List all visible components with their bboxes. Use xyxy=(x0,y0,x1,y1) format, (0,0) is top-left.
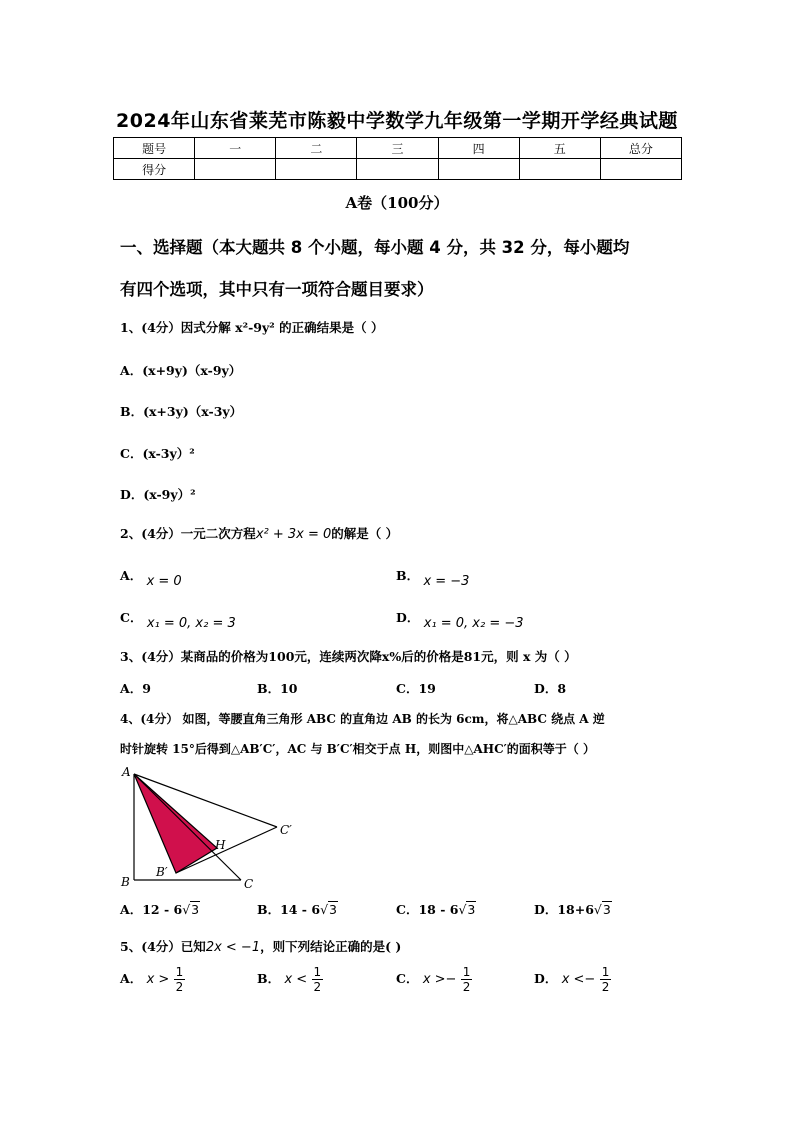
option-lhs: x > xyxy=(422,972,446,987)
fraction-numerator: 1 xyxy=(462,965,471,979)
option-expr: x = −3 xyxy=(423,574,470,589)
option-label: D． xyxy=(396,610,420,625)
fraction-numerator: 1 xyxy=(601,965,610,979)
option-label: A． xyxy=(120,568,143,583)
question-3: 3、(4分）某商品的价格为100元，连续两次降x%后的价格是81元，则 x 为（ ） xyxy=(120,649,577,664)
label-a: A xyxy=(122,765,131,779)
q4-option-c[interactable] xyxy=(396,900,476,918)
radicand: 3 xyxy=(329,902,337,917)
label-b: B xyxy=(121,875,130,889)
score-table-cell: 四 xyxy=(438,138,519,159)
option-label: D． xyxy=(534,971,558,986)
fraction-numerator: 1 xyxy=(175,965,184,979)
q1-option-b[interactable]: B．(x+3y)（x-3y） xyxy=(120,404,243,419)
question-1-prefix: 1、(4分）因式分解 xyxy=(120,320,236,335)
q1-option-c[interactable]: C．(x-3y）² xyxy=(120,446,195,461)
score-input-cell[interactable] xyxy=(276,159,357,180)
score-table-header-row xyxy=(114,138,682,159)
fraction-denominator: 2 xyxy=(313,980,322,994)
fraction xyxy=(174,965,186,994)
question-4-line1: 4、(4分） 如图，等腰直角三角形 ABC 的直角边 AB 的长为 6cm，将△ABC 绕点 A 逆 xyxy=(120,712,605,726)
part1-heading-line2: 有四个选项，其中只有一项符合题目要求） xyxy=(120,280,434,299)
option-label: C． xyxy=(396,971,419,986)
q2-option-c[interactable] xyxy=(120,608,236,631)
option-expr: x = 0 xyxy=(146,574,182,589)
sqrt-icon: √3 xyxy=(320,902,337,917)
fraction-denominator: 2 xyxy=(462,980,471,994)
sqrt-icon: √3 xyxy=(182,902,200,917)
score-table-cell: 题号 xyxy=(114,138,195,159)
q3-option-c[interactable]: C．19 xyxy=(396,681,436,696)
q2-option-d[interactable] xyxy=(396,608,524,631)
option-label: A．12 - 6 xyxy=(120,902,183,917)
part1-heading-line1: 一、选择题（本大题共 8 个小题，每小题 4 分，共 32 分，每小题均 xyxy=(120,238,630,257)
q5-option-c[interactable] xyxy=(396,965,472,994)
score-input-cell[interactable] xyxy=(357,159,438,180)
q1-option-d[interactable]: D．(x-9y）² xyxy=(120,487,196,502)
radicand: 3 xyxy=(467,902,476,917)
option-label: A． xyxy=(120,971,143,986)
q3-option-d[interactable]: D．8 xyxy=(534,681,567,696)
q3-option-a[interactable]: A．9 xyxy=(120,681,151,696)
score-table xyxy=(113,137,682,180)
q3-option-b[interactable]: B．10 xyxy=(257,681,298,696)
question-5-expr: 2x < −1 xyxy=(205,940,261,955)
score-table-score-row xyxy=(114,159,682,180)
question-1 xyxy=(120,318,680,336)
option-lhs: x < xyxy=(284,972,308,987)
fraction-numerator: 1 xyxy=(313,965,322,979)
score-table-cell: 三 xyxy=(357,138,438,159)
question-5-prefix: 5、(4分）已知 xyxy=(120,939,206,954)
question-2-expr: x² + 3x = 0 xyxy=(255,527,332,542)
question-5 xyxy=(120,937,680,955)
question-4-line2: 时针旋转 15°后得到△AB′C′，AC 与 B′C′相交于点 H，则图中△AHC′的面积等于（ ） xyxy=(120,742,595,756)
q2-option-a[interactable] xyxy=(120,566,182,589)
radicand: 3 xyxy=(191,902,200,917)
score-table-cell: 五 xyxy=(519,138,600,159)
label-c-prime: C′ xyxy=(280,823,292,837)
section-title: A卷（100分） xyxy=(345,194,449,212)
question-2 xyxy=(120,524,680,542)
label-b-prime: B′ xyxy=(156,865,168,879)
page-title: 2024年山东省莱芜市陈毅中学数学九年级第一学期开学经典试题 xyxy=(116,110,678,132)
option-label: C．18 - 6 xyxy=(396,902,459,917)
option-lhs: x < xyxy=(561,972,585,987)
option-sign: − xyxy=(445,972,457,987)
score-table-cell: 一 xyxy=(195,138,276,159)
score-table-cell: 二 xyxy=(276,138,357,159)
option-label: D．18+6 xyxy=(534,902,594,917)
question-5-suffix: ，则下列结论正确的是( ) xyxy=(260,939,402,954)
question-2-suffix: 的解是（ ） xyxy=(331,526,399,541)
option-label: B． xyxy=(257,971,281,986)
score-input-cell[interactable] xyxy=(438,159,519,180)
radicand: 3 xyxy=(602,902,611,917)
q5-option-d[interactable] xyxy=(534,965,611,994)
option-label: B．14 - 6 xyxy=(257,902,321,917)
fraction-denominator: 2 xyxy=(601,980,610,994)
q2-option-b[interactable] xyxy=(396,566,470,589)
q5-option-a[interactable] xyxy=(120,965,185,994)
fraction xyxy=(312,965,324,994)
score-table-cell: 总分 xyxy=(600,138,681,159)
question-1-expr: x²-9y² xyxy=(235,320,275,335)
fraction xyxy=(600,965,612,994)
option-lhs: x > xyxy=(146,972,170,987)
triangle-rotation-figure xyxy=(114,764,304,892)
q4-option-b[interactable] xyxy=(257,900,338,918)
score-input-cell[interactable] xyxy=(600,159,681,180)
option-label: B． xyxy=(396,568,420,583)
option-expr: x₁ = 0, x₂ = −3 xyxy=(423,616,524,631)
fraction xyxy=(461,965,473,994)
sqrt-icon: √3 xyxy=(593,902,611,917)
score-input-cell[interactable] xyxy=(195,159,276,180)
option-expr: x₁ = 0, x₂ = 3 xyxy=(146,616,236,631)
question-2-prefix: 2、(4分）一元二次方程 xyxy=(120,526,256,541)
q4-option-d[interactable] xyxy=(534,900,612,918)
label-h: H xyxy=(215,838,226,852)
option-sign: − xyxy=(584,972,596,987)
question-1-suffix: 的正确结果是（ ） xyxy=(274,320,384,335)
q5-option-b[interactable] xyxy=(257,965,323,994)
q4-option-a[interactable] xyxy=(120,900,200,918)
score-input-cell[interactable] xyxy=(519,159,600,180)
score-row-label: 得分 xyxy=(114,159,195,180)
label-c: C xyxy=(244,877,254,891)
option-label: C． xyxy=(120,610,143,625)
fraction-denominator: 2 xyxy=(175,980,184,994)
q1-option-a[interactable]: A．(x+9y)（x-9y） xyxy=(120,363,242,378)
sqrt-icon: √3 xyxy=(458,902,476,917)
